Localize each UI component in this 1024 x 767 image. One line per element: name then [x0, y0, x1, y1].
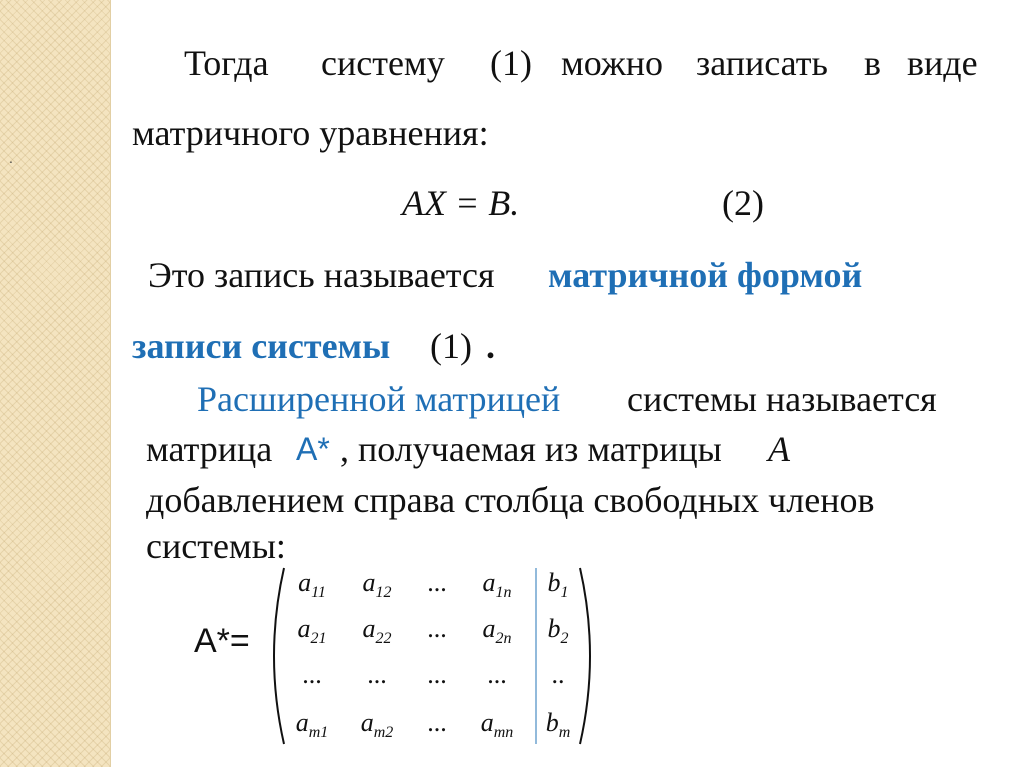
- matrix-cell-base: ..: [551, 660, 565, 689]
- matrix-cell-r4-c3: [407, 708, 467, 738]
- line2-text: матричного уравнения:: [132, 113, 489, 153]
- line1-word-3: (1): [490, 43, 532, 83]
- matrix-cell-base: b: [547, 568, 561, 597]
- line1-word-2: систему: [321, 43, 445, 83]
- matrix-cell-r3-c2: [347, 660, 407, 690]
- extended-matrix-text-4: системы:: [146, 526, 286, 566]
- matrix-cell-r4-c2: [347, 708, 407, 748]
- matrix-cell-r4-c4: [467, 708, 527, 748]
- matrix-cell-r2-c5: [528, 614, 588, 654]
- matrix-cell-base: a: [480, 708, 494, 737]
- matrix-cell-r2-c2: [347, 614, 407, 654]
- line1-word-1: Тогда: [184, 43, 269, 83]
- matrix-cell-r3-c1: [282, 660, 342, 690]
- extended-matrix-text-1: системы называется: [627, 379, 937, 419]
- matrix-cell-r1-c1: [282, 568, 342, 608]
- matrix-cell-r3-c5: [528, 660, 588, 690]
- matrix-cell-base: a: [295, 708, 309, 737]
- extended-matrix-term: Расширенной матрицей: [197, 379, 561, 419]
- matrix-cell-subscript: 2: [560, 630, 569, 647]
- matrix-cell-r4-c5: [528, 708, 588, 748]
- matrix-cell-r4-c1: [282, 708, 342, 748]
- definition-text: Это запись называется: [148, 255, 495, 295]
- matrix-cell-base: ...: [487, 660, 507, 689]
- definition-period: .: [486, 326, 495, 366]
- equation-number: (2): [722, 183, 764, 223]
- matrix-cell-base: ...: [302, 660, 322, 689]
- line1-word-7: виде: [907, 43, 978, 83]
- matrix-cell-subscript: 11: [311, 584, 326, 601]
- matrix-cell-subscript: m2: [373, 724, 394, 741]
- matrix-cell-subscript: 1: [560, 584, 569, 601]
- matrix-cell-base: a: [298, 568, 312, 597]
- matrix-cell-subscript: 21: [310, 630, 327, 647]
- matrix-cell-base: a: [297, 614, 311, 643]
- definition-ref: (1): [430, 326, 472, 366]
- matrix-cell-base: b: [545, 708, 559, 737]
- extended-matrix-symbol: A*: [296, 431, 330, 467]
- matrix-cell-base: ...: [427, 614, 447, 643]
- matrix-cell-base: ...: [427, 708, 447, 737]
- extended-matrix-text-3: добавлением справа столбца свободных членов: [146, 480, 875, 520]
- extended-matrix-text-2b: , получаемая из матрицы: [340, 429, 722, 469]
- equation-expression: AX = B.: [402, 183, 520, 223]
- matrix-cell-base: a: [482, 568, 496, 597]
- matrix-cell-base: b: [547, 614, 561, 643]
- matrix-cell-subscript: 22: [375, 630, 392, 647]
- matrix-cell-base: a: [362, 614, 376, 643]
- matrix-cell-subscript: 12: [375, 584, 392, 601]
- matrix-cell-base: ...: [367, 660, 387, 689]
- line1-word-6: в: [864, 43, 881, 83]
- extended-matrix-text-2a: матрица: [146, 429, 273, 469]
- matrix-label: A*=: [194, 622, 250, 660]
- matrix-cell-r3-c4: [467, 660, 527, 690]
- matrix-cell-base: ...: [427, 660, 447, 689]
- extended-matrix: [262, 562, 602, 750]
- line1-word-4: можно: [561, 43, 664, 83]
- extended-matrix-text-2c: A: [768, 429, 790, 469]
- matrix-cell-subscript: m: [558, 724, 571, 741]
- matrix-cell-base: a: [360, 708, 374, 737]
- definition-term-continued: записи системы: [132, 326, 391, 366]
- band-mark: .: [9, 150, 13, 166]
- matrix-cell-r1-c5: [528, 568, 588, 608]
- matrix-cell-base: ...: [427, 568, 447, 597]
- matrix-cell-base: a: [362, 568, 376, 597]
- matrix-cell-subscript: 1n: [495, 584, 512, 601]
- line1-word-5: записать: [696, 43, 828, 83]
- matrix-cell-r2-c1: [282, 614, 342, 654]
- matrix-cell-r2-c4: [467, 614, 527, 654]
- matrix-cell-base: a: [482, 614, 496, 643]
- matrix-cell-r2-c3: [407, 614, 467, 644]
- matrix-cell-subscript: m1: [308, 724, 329, 741]
- decorative-side-band: [0, 0, 111, 767]
- matrix-cell-subscript: mn: [493, 724, 514, 741]
- matrix-cell-r1-c3: [407, 568, 467, 598]
- matrix-cell-r1-c4: [467, 568, 527, 608]
- matrix-cell-r3-c3: [407, 660, 467, 690]
- matrix-cell-subscript: 2n: [495, 630, 512, 647]
- matrix-cell-r1-c2: [347, 568, 407, 608]
- definition-term: матричной формой: [548, 255, 863, 295]
